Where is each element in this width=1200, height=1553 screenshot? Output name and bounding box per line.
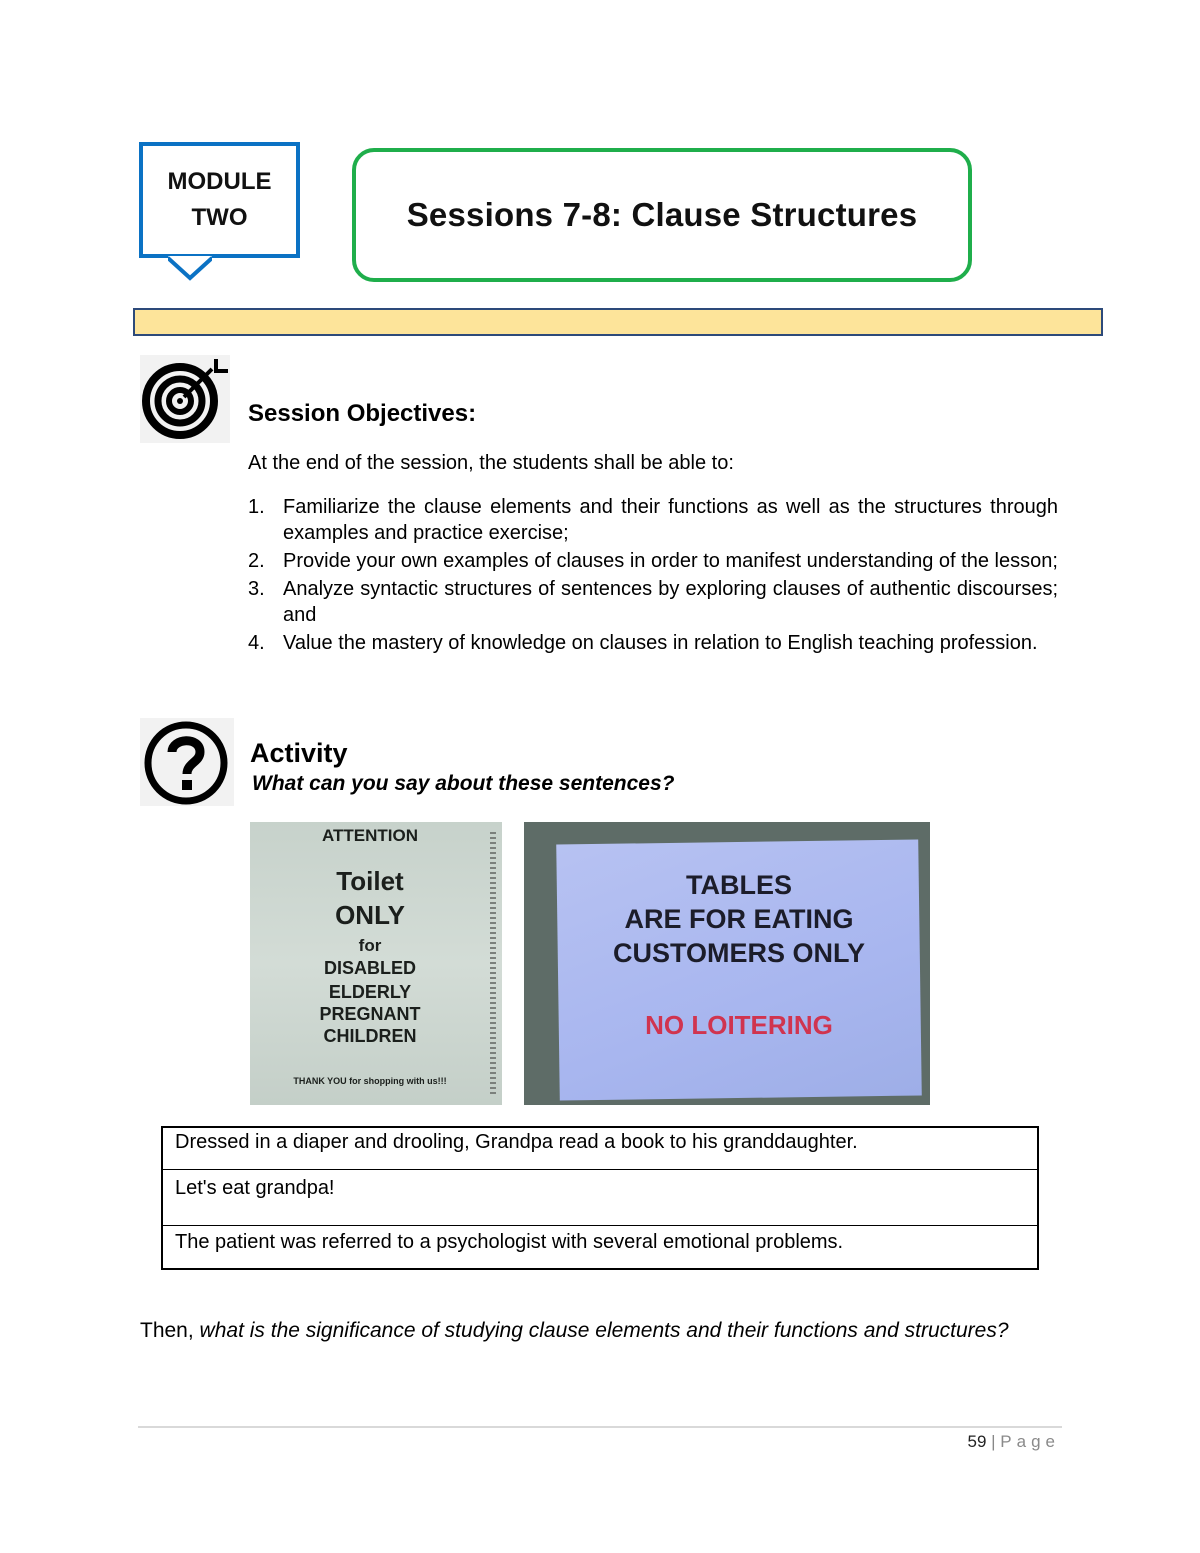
question-mark-icon <box>140 718 234 806</box>
objective-number: 1. <box>248 496 265 518</box>
sign-text: ONLY <box>335 900 405 930</box>
activity-heading: Activity <box>250 738 348 768</box>
objective-text: Provide your own examples of clauses in order to manifest understanding of the lesson; <box>283 550 1058 572</box>
page-label: Page <box>1000 1432 1060 1451</box>
sentence-cell: Let's eat grandpa! <box>162 1169 1038 1225</box>
closing-question <box>140 1316 1020 1345</box>
page-title: Sessions 7-8: Clause Structures <box>406 196 918 233</box>
sentences-table <box>161 1126 1039 1270</box>
objective-item <box>248 494 1058 546</box>
sign-text-red: NO LOITERING <box>645 1010 833 1040</box>
sign-text: ARE FOR EATING <box>624 904 854 934</box>
objectives-intro: At the end of the session, the students shall be able to: <box>248 452 734 474</box>
module-label-line1: MODULE <box>167 168 272 195</box>
objectives-list <box>248 494 1058 658</box>
sign-text: ELDERLY <box>328 982 412 1002</box>
page-number <box>940 1432 1060 1452</box>
objective-number: 3. <box>248 578 265 600</box>
objective-number: 2. <box>248 550 265 572</box>
page-number-value: 59 <box>967 1432 987 1451</box>
toilet-sign-photo <box>250 822 502 1105</box>
footer-divider <box>138 1426 1062 1428</box>
sign-text: THANK YOU for shopping with us!!! <box>293 1076 447 1086</box>
section-divider-bar <box>133 308 1103 336</box>
sign-text: Toilet <box>336 866 404 896</box>
sign-text: CHILDREN <box>323 1026 417 1046</box>
module-label-box <box>139 142 300 258</box>
sentence-cell: The patient was referred to a psychologist with several emotional problems. <box>162 1225 1038 1269</box>
objective-number: 4. <box>248 632 265 654</box>
callout-tail <box>168 256 212 282</box>
sign-text: DISABLED <box>323 958 416 978</box>
sign-text: PREGNANT <box>319 1004 421 1024</box>
sign-text: TABLES <box>686 870 792 900</box>
page-separator: | <box>991 1432 996 1451</box>
table-row <box>162 1225 1038 1269</box>
objective-text: Analyze syntactic structures of sentences by exploring clauses of authentic discourses; and <box>283 578 1058 626</box>
table-row <box>162 1127 1038 1169</box>
target-icon <box>140 355 230 443</box>
module-label-line2: TWO <box>191 204 248 231</box>
sign-text: for <box>358 936 382 955</box>
binder-rings <box>490 832 496 1094</box>
objective-item <box>248 548 1058 574</box>
sentence-cell: Dressed in a diaper and drooling, Grandpa read a book to his granddaughter. <box>162 1127 1038 1169</box>
objective-text: Value the mastery of knowledge on clauses in relation to English teaching profession. <box>283 632 1038 654</box>
sign-text: ATTENTION <box>321 826 418 845</box>
objectives-heading: Session Objectives: <box>248 400 477 427</box>
sign-text: CUSTOMERS ONLY <box>612 938 866 968</box>
activity-prompt: What can you say about these sentences? <box>252 772 675 795</box>
session-title-box <box>352 148 972 282</box>
objective-item <box>248 576 1058 628</box>
objective-item <box>248 630 1058 656</box>
objective-text: Familiarize the clause elements and their functions as well as the structures through examples and practice exercise; <box>283 496 1058 544</box>
closing-lead: Then, <box>140 1319 200 1342</box>
tables-sign-photo <box>524 822 930 1105</box>
table-row <box>162 1169 1038 1225</box>
closing-question-text: what is the significance of studying clause elements and their functions and structures? <box>199 1319 1009 1342</box>
